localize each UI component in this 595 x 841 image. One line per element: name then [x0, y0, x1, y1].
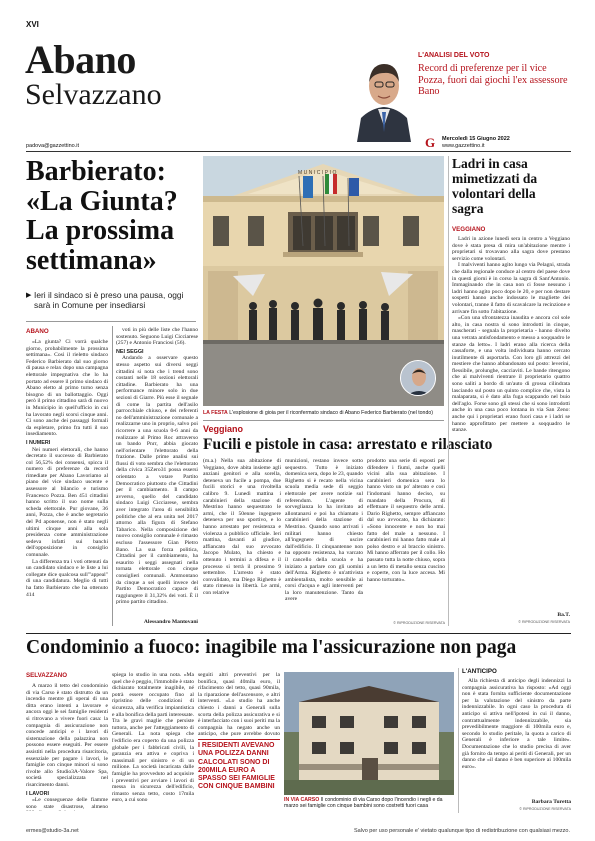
- bottom-side-body: Alla richiesta di anticipo degli indennizzi la compagnia assicurativa ha risposto: «Ad oggi non è stata fornita sufficiente documentazione per la valutazione del sinistro da parte indennizzabile. In ogni caso la procedura di anticipo si attiva nell'ipotesi in cui il danno, contrattualmente indennizzabile, sia prevedibilmente maggiore di 100mila euro e, secondo lo studio peritale, la quota a carico di Generali è inferiore a tale limite». Documentazione che lo studio precisa di aver già fornito da tempo ai periti di Generali, per un danno che «il danno è ben superiore ai 100mila euro».: [462, 678, 571, 770]
- main-subhead-numeri: I NUMERI: [26, 439, 51, 446]
- second-headline: Fucili e pistole in casa: arrestato e rilasciato: [203, 436, 493, 453]
- bottom-side-divider: [458, 668, 459, 813]
- bottom-top-rule: [26, 633, 571, 634]
- second-copyright: © RIPRODUZIONE RISERVATA: [393, 621, 445, 625]
- gazzettino-logo: G: [425, 135, 436, 150]
- analysis-label: L'ANALISI DEL VOTO: [418, 52, 490, 59]
- deck-bullet: ▶: [26, 291, 32, 299]
- callout-rule: [198, 739, 280, 740]
- bottom-column-2: spiega lo studio in una nota. «Ma quel che è peggio, l'immobile è stato dichiarato totalmente inagibile, né potrà essere occupato fino al ripristino delle condizioni di sicurezza, alla verifica impiantistica e alla bonifica della parti interessate. Tra le gravi maglie che persiste tuttora, anche per l'atteggiamento di Generali. La nota spiega che l'edificio era coperto da una polizza globale per i fabbricati civili, la garanzia era attiva e copriva i massimali per sinistro e di un milione. La società incaricata dalle famiglie ha provveduto ad acquisire i preventivi per avviare i lavori di messa in sicurezza dell'edificio, rimasto senza tetto, costo 17mila euro, a cui sono: [112, 672, 194, 804]
- main-author: Alessandro Mantovani: [143, 619, 198, 625]
- building-sign: MUNICIPIO: [298, 170, 338, 176]
- second-column-1: (m.a.) Nella sua abitazione di Veggiano, dove abita insieme agli anziani genitori e alla sorella, deteneva un fucile a pompa, due fucili storici e una rivoltella calibro 9. Lunedì mattina i carabinieri della stazione di Mestrino hanno sequestrato le armi, che il 50enne ingegnere deteneva per uso sportivo, e lo hanno arrestato per resistenza e violenza a pubblico ufficiale. Ieri mattina, davanti al giudice, affiancato dal suo avvocato Jacopo Mulato, ha chiesto e ottenuto i termini a difesa e il processo si terrà il prossimo 9 settembre. L'arresto è stato convalidato, ma Diego Righetto è stato rimesso in libertà. Le armi, con relative: [203, 458, 281, 596]
- analysis-text: Record di preferenze per il vice Pozza, fuori dai giochi l'ex assessore Bano: [418, 63, 568, 97]
- main-column-1: «La giunta? Ci vorrà qualche giorno, probabilmente la prossima settimana». Così il rieletto sindaco Federico Barbierato dal suo giorno di pausa e relax dopo una campagna elettorale impegnativa che lo ha portato ad essere il primo sindaco di Abano eletto al primo turno senza bisogno di un ballottaggio. Oggi però il primo cittadino sarà di nuovo in Municipio in quell'ufficio in cui ha lavorato negli scorsi cinque anni. Ci sono anche dei passaggi formali da espletare, primo fra tutti il suo insediamento. I NUMERI Nei numeri elettorali, che hanno decretato il successo di Barbierato col 56,52% dei consensi, spicca il numero di preferenze da record rimediate per Abano Lavoriamo al piano del vice sindaco uscente e assessore al bilancio e turismo Francesco Pozza. Ben 451 cittadini hanno scritto il suo nome sulla scheda elettorale. Pur giovane, 36 anni, Pozza, che è anche segretario del Pd aponense, non è stato negli ultimi cinque anni alla sola presidenza come amministrazione sedeva infatti sui banchi dell'opposizione in consiglio comunale. La differenza tra i voti ottenuti da un candidato sindaco e le liste a lui collegate dice qualcosa sull'"appeal" di una candidatura. Meglio di tutti ha fatto Barbierato che ha ottenuto 414: [26, 339, 108, 598]
- main-headline: Barbierato: «La Giunta? La prossima settimana»: [26, 156, 178, 276]
- issue-date: Mercoledì 15 Giugno 2022: [442, 136, 510, 142]
- bottom-photo-caption-label: IN VIA CARSO: [284, 797, 320, 803]
- bottom-column-1: A marzo il tetto del condominio di via Carso è stato distrutto da un incendio mentre gli operai di una ditta erano intenti a lavorare e ancora oggi le sei famiglie residenti si ritrovano a vivere fuori casa: la compagnia di assicurazione non concede anticipi e i lavori di sistemazione della palazzina non possono essere eseguiti. Per essere assistiti nella procedura risarcitoria, essenziale per pagare i lavori, le famiglie con cinque minori si sono rivolte allo Studio3A-Valore Spa, società specializzata nel risarcimento danni. I LAVORI «Le conseguenze delle fiamme sono state disastrose, almeno: [26, 683, 108, 810]
- footer-notice: Salvo per uso personale e' vietato qualunque tipo di redistribuzione con qualsiasi mezzo.: [354, 828, 570, 834]
- sidebar-kicker: VEGGIANO: [452, 226, 486, 233]
- sidebar-headline: Ladri in casa mimetizzati da volontari della sagra: [452, 156, 538, 216]
- sidebar-body: Ladri in azione lunedì sera in centro a Veggiano dove è stata presa di mira un'abitazione mentre i proprietari si trovavano alla sagra dove prestano servizio come volontari. I malviventi hanno agito lungo via Pelagni, strada che dalla regionale conduce al centro del paese dove in questi giorni è in corso la sagra di Sant'Antonio. Immaginando che in casa non ci fosse nessuno i ladri hanno agito poco dopo le 20, e per non destare sospetti hanno anche indossato le magliette dei volontari, tranne il fatto di scavalcare la recinzione e arrivare fin sotto l'abitazione. «Con una sfrontatezza inaudita e ancora col sole alto, in casa nostra si sono introdotti in cinque, mascherati - segnala la proprietaria - hanno divelto una vetrata antisfondamento e messo a soqquadro le stanze da letto». I ladri erano alla ricerca della cassaforte, e una volta individuata hanno cercato inutilmente di asportarla. Con loro gli attrezzi del mestiere che hanno abbandonato sul posto: leverini, flessibile, prolunghe, cacciaviti. Le bande ritengono che ai malviventi rientrare il proprietario quattro sono saliti a bordo di un'auto di grossa cilindrata lasciando sul posto un quinto complice che, vista la malaparata, si è dato alla fuga scappando nel buio dell'aglo. Forse sono gli stessi che si sono introdotti anche in una casa poco lontana in via San Zeno: anche qui i proprietari erano fuori casa e i ladri se hanno approfittato per mettere a soqquadro le stanze.: [452, 236, 570, 434]
- bottom-column-3: seguiti altri preventivi per la bonifica, quasi 40mila euro, il rifacimento del tetto, quasi 90mila, la riparazione dell'ascensore, e altri interventi. «Lo studio ha anche chiesto i danni a Generali sulla scorta della polizza assicurativa e si è interfacciato con i suoi periti ma la compagnia ha negato anche un anticipo, che pure avrebbe dovuto: [198, 672, 280, 736]
- bottom-photo-caption: [284, 797, 454, 809]
- bottom-headline: Condominio a fuoco: inagibile ma l'assicurazione non paga: [26, 637, 517, 658]
- photo-caption: [203, 410, 444, 416]
- bottom-photo-caption-text: Il condominio di via Carso dopo l'incendio i negli e da marzo sei famiglie con cinque bambini sono costretti fuori casa: [284, 797, 443, 809]
- header-rule: [26, 151, 571, 152]
- bottom-kicker: SELVAZZANO: [26, 672, 68, 679]
- second-column-2: munizioni, restano invece sotto sequestro. Tutto è iniziato domenica sera, dopo le 23, quando Righetto si è recato nella vicina scuola media sede di seggio elettorale per avere notizie sul referendum. L'agente di sorveglianza lo ha invitato ad allontanarsi e poi ha chiamato i carabinieri della stazione di Mestrino. Quando sono arrivati i militari hanno chiesto all'ingegnere di uscire dall'edificio. Il cinquantenne non ha opposto resistenza, ha varcato il cancello della scuola e ha iniziato a parlare con gli uomini dell'Arma. Righetto è un'attivista ambientalista, molto sensibile ai corsi d'acqua e agli interventi per la loro manutenzione. Tanto da avere: [285, 458, 363, 603]
- second-kicker: Veggiano: [203, 424, 244, 434]
- second-column-3: prodotto una serie di esposti per difendere i fiumi, anche quelli vicini alla sua abitazione. I carabinieri domenica sera lo hanno visto un po' alterato e così l'indomani hanno deciso, su mandato della Procura, di effettuare il sequestro delle armi. Dario Righetto, sempre affiancato dal suo avvocato, ha dichiarato: «Sono innocente e non ho mai fatto del male a nessuno. I carabinieri mi hanno fatto male al polso destro e al braccio sinistro. Mi hanno afferrato per il collo. Ho passato tutta la notte chiuso, sopra a un letto di metallo senza cuscino e coperte, con la luce accesa. Mi hanno torturato».: [367, 458, 445, 583]
- bottom-subhead-lavori: I LAVORI: [26, 790, 49, 797]
- footer-email: ermes@studio-3a.net: [26, 828, 79, 834]
- photo-caption-label: LA FESTA: [203, 410, 228, 416]
- mayor-inset-portrait: [400, 360, 436, 396]
- deck-rule: [26, 321, 196, 322]
- condominium-photo: [284, 672, 454, 795]
- website: www.gazzettino.it: [442, 143, 485, 149]
- bottom-side-author: Barbara Turetta © RIPRODUZIONE RISERVATA: [519, 799, 571, 811]
- sidebar-divider: [448, 156, 449, 626]
- photo-caption-text: L'esplosione di gioia per il riconfermato sindaco di Abano Federico Barbierato (nel tondo): [229, 410, 433, 416]
- main-kicker: ABANO: [26, 328, 49, 335]
- bottom-callout: I RESIDENTI AVEVANO UNA POLIZZA DANNI CALCOLATI SONO DI 200MILA EURO A SPASSO SEI FAMIGLIE CON CINQUE BAMBINI: [198, 742, 275, 791]
- col-divider: [112, 326, 113, 626]
- email-label: padova@gazzettino.it: [26, 143, 79, 149]
- page-number: XVI: [26, 20, 39, 29]
- main-column-2: voti in più delle liste che l'hanno sostenuto. Seguono Luigi Cicciarese (257) e Antonio Franciosi (56). NEI SEGGI Andando a osservare questo stesso aspetto sui diversi seggi cittadini si nota che i trend sono costanti nelle 18 sezioni elettorali cittadine. Barbierato ha una performance minore solo in due sezioni di Giarre. Più esse il segnale di come la partita dell'asilo parrocchiale chiuso, e dei referenti no dell'amministrazione comunale a realizzarne uno in proprio, salvo poi ricorrere a una scuola 0-6 anni da realizzare al Primo Roc attraverso un bando Pnrr, abbia giocato nell'orientare l'elettorato della frazione. Dalle prime analisi sui flussi di voto sembra che l'elettorato della civica 35Zero31 possa essersi orientato a votare Partito Democratico piuttosto che Cittadini per il cambiamento. Il campo avverso, quello del candidato sindaco Luigi Cicciarese, sembra aver integrato l'area di sensibilità politiche che al era unita nel 2017 attorno alla figura di Stefano Tabarico. Nella composizione del nuovo consiglio comunale è rimasto escluso l'assessore Gian Pietro Bano. La sua forza politica, Cittadini per il cambiamento, ha esaurito i seggi assegnati nella tornata elettorale con cinque consiglieri comunali. Ammontano da cinque a sei quelli invece del Partito Democratico capace di raggiungere il 31,32% dei voti. È il primo partito cittadino.: [116, 327, 198, 606]
- second-top-rule: [203, 420, 444, 421]
- politician-portrait: [353, 52, 415, 142]
- main-deck: Ieri il sindaco si è preso una pausa, oggi sarà in Comune per insediarsi: [34, 290, 184, 310]
- section-title: Abano: [25, 37, 136, 82]
- sidebar-author: Ba.T. © RIPRODUZIONE RISERVATA: [518, 612, 570, 624]
- section-subtitle: Selvazzano: [25, 78, 162, 111]
- bottom-side-kicker: L'ANTICIPO: [462, 668, 497, 675]
- main-subhead-seggi: NEI SEGGI: [116, 348, 144, 355]
